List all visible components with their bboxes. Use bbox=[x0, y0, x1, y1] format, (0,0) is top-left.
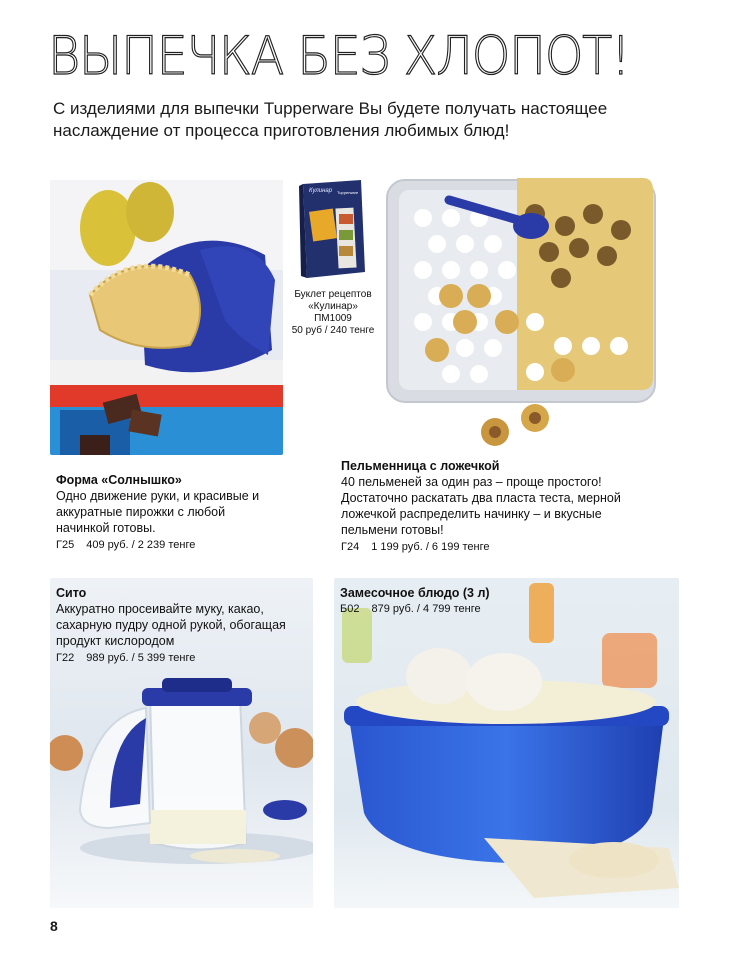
product-code: Г22 bbox=[56, 652, 75, 664]
product-price: 1 199 руб. / 6 199 тенге bbox=[371, 541, 490, 553]
photo-mixing-bowl bbox=[334, 578, 679, 908]
product-price-line bbox=[341, 540, 671, 555]
product-title: Форма «Солнышко» bbox=[56, 473, 182, 487]
product-card-mixing-bowl bbox=[340, 585, 640, 617]
booklet-cover-title: Кулинар bbox=[309, 188, 333, 194]
product-price-line bbox=[340, 602, 640, 617]
product-price-line bbox=[56, 651, 311, 666]
product-card-sun-mold bbox=[56, 472, 306, 553]
product-price-line bbox=[56, 538, 306, 553]
booklet-caption-line: ПМ1009 bbox=[314, 313, 352, 324]
page-number: 8 bbox=[50, 918, 58, 934]
booklet-caption-line: Буклет рецептов bbox=[294, 289, 372, 300]
booklet-cover-brand: Tupperware bbox=[337, 190, 359, 195]
product-title: Замесочное блюдо (3 л) bbox=[340, 586, 490, 600]
product-price: 409 руб. / 2 239 тенге bbox=[86, 539, 196, 551]
product-code: Г24 bbox=[341, 541, 360, 553]
dumpling-maker-illustration bbox=[385, 178, 660, 453]
product-description: Аккуратно просеивайте муку, какао, сахарную пудру одной рукой, обогащая продукт кислородом bbox=[56, 602, 286, 648]
product-title: Сито bbox=[56, 586, 87, 600]
booklet-caption-line: «Кулинар» bbox=[308, 301, 358, 312]
photo-dumpling-maker bbox=[385, 178, 660, 453]
product-code: Б02 bbox=[340, 603, 360, 615]
product-price: 879 руб. / 4 799 тенге bbox=[371, 603, 481, 615]
page-headline: ВЫПЕЧКА БЕЗ ХЛОПОТ! bbox=[48, 26, 630, 87]
product-card-dumpling-maker bbox=[341, 458, 671, 555]
product-card-sifter bbox=[56, 585, 311, 666]
booklet-caption bbox=[278, 289, 388, 337]
booklet-cover bbox=[299, 180, 367, 278]
pie-mold-illustration bbox=[50, 180, 283, 455]
product-code: Г25 bbox=[56, 539, 75, 551]
product-description: 40 пельменей за один раз – проще простого! Достаточно раскатать два пласта теста, мерной ложечкой распределить начинку – и вкусные пельмени готовы! bbox=[341, 475, 621, 537]
product-price: 989 руб. / 5 399 тенге bbox=[86, 652, 196, 664]
product-description: Одно движение руки, и красивые и аккуратные пирожки с любой начинкой готовы. bbox=[56, 489, 260, 535]
mixing-bowl-illustration bbox=[334, 578, 679, 908]
intro-text: С изделиями для выпечки Tupperware Вы будете получать настоящее наслаждение от процесса приготовления любимых блюд! bbox=[53, 99, 608, 140]
photo-pie-mold bbox=[50, 180, 283, 455]
product-title: Пельменница с ложечкой bbox=[341, 459, 500, 473]
booklet-caption-line: 50 руб / 240 тенге bbox=[291, 325, 375, 336]
